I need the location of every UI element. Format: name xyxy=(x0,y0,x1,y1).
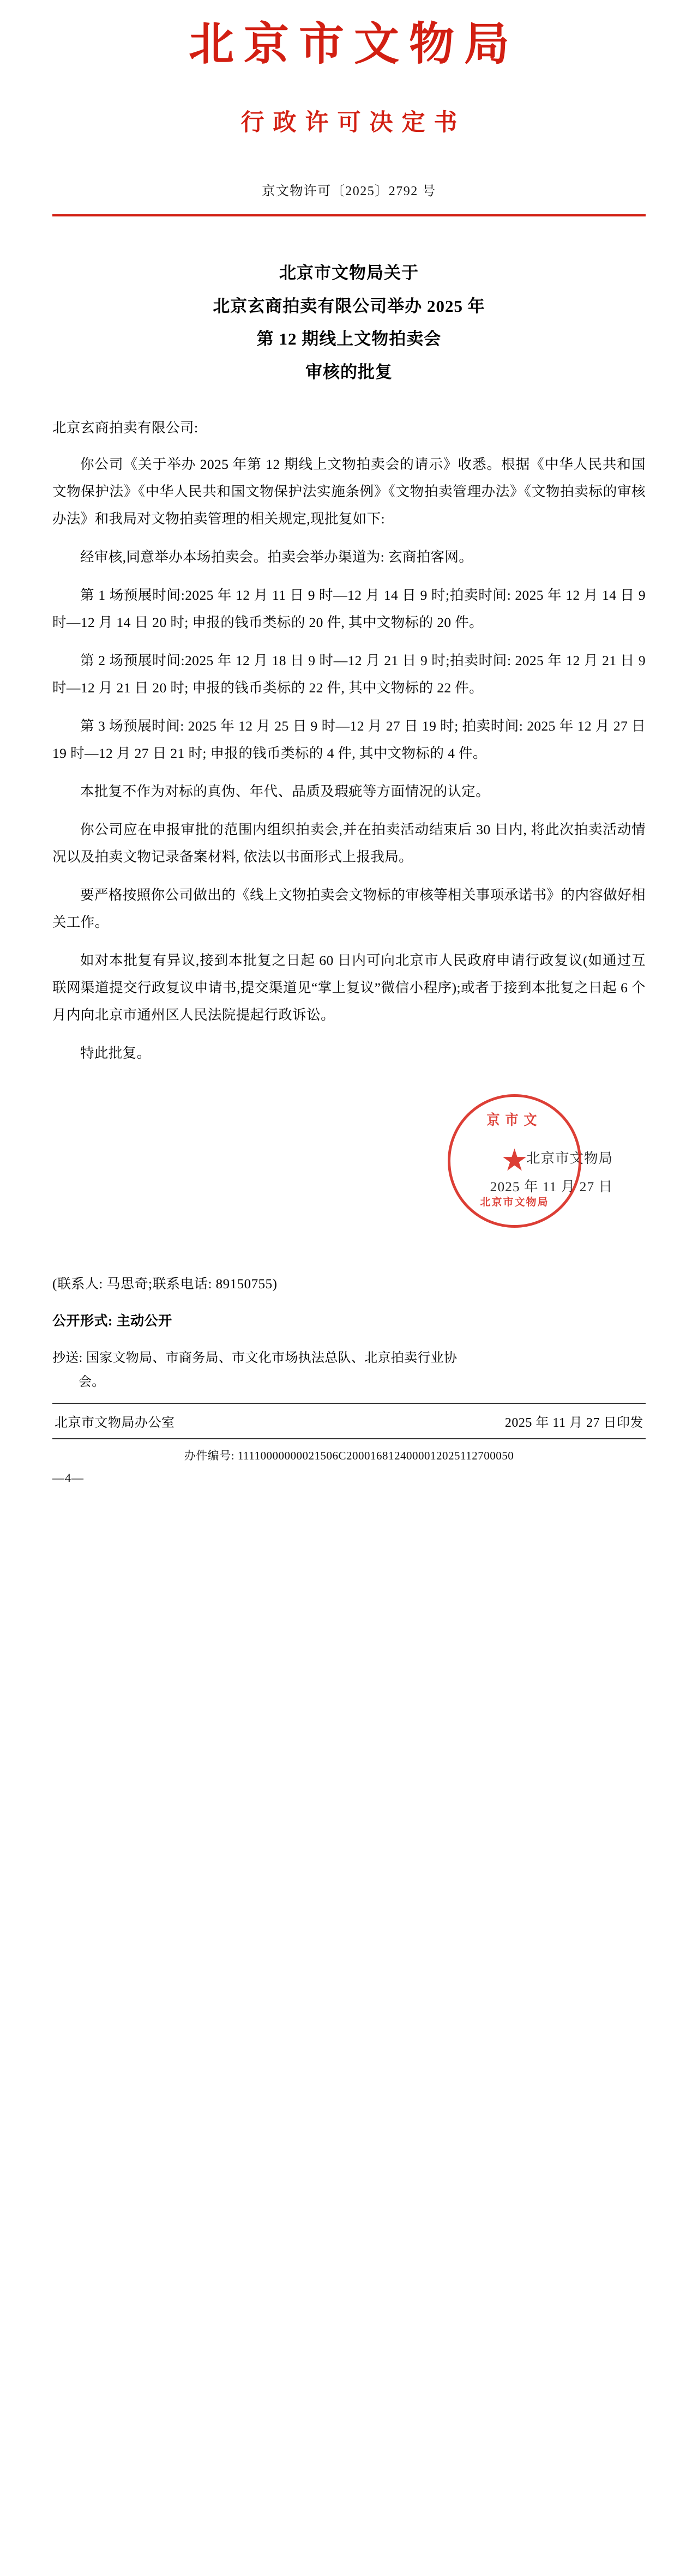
signing-organization: 北京市文物局 xyxy=(526,1150,613,1166)
title-line-1: 北京市文物局关于 xyxy=(279,263,419,283)
body-paragraph: 如对本批复有异议,接到本批复之日起 60 日内可向北京市人民政府申请行政复议(如通过互联网渠道提交行政复议申请书,提交渠道见“掌上复议”微信小程序);或者于接到本批复之日起 6 个月内向北京市通州区人民法院提起行政诉讼。 xyxy=(52,952,646,1023)
title-line-2: 北京玄商拍卖有限公司举办 2025 年 xyxy=(213,296,485,316)
masthead xyxy=(52,0,646,199)
cc-line-2: 会。 xyxy=(79,1374,105,1389)
body-paragraph: 第 1 场预展时间:2025 年 12 月 11 日 9 时—12 月 14 日 9 时;拍卖时间: 2025 年 12 月 14 日 9 时—12 月 14 日 20 时; 申报的钱币类标的 20 件, 其中文物标的 20 件。 xyxy=(52,587,646,631)
contact-info: (联系人: 马思奇;联系电话: 89150755) xyxy=(52,1276,278,1292)
title-line-3: 第 12 期线上文物拍卖会 xyxy=(256,329,442,349)
page-title xyxy=(52,257,646,389)
red-divider-rule xyxy=(52,214,646,216)
title-line-4: 审核的批复 xyxy=(305,362,393,382)
body-paragraph: 你公司《关于举办 2025 年第 12 期线上文物拍卖会的请示》收悉。根据《中华人民共和国文物保护法》《中华人民共和国文物保护法实施条例》《文物拍卖管理办法》《文物拍卖标的审核办法》和我局对文物拍卖管理的相关规定,现批复如下: xyxy=(52,456,646,527)
body-paragraph: 要严格按照你公司做出的《线上文物拍卖会文物标的审核等相关事项承诺书》的内容做好相关工作。 xyxy=(52,886,646,930)
body-paragraph: 你公司应在申报审批的范围内组织拍卖会,并在拍卖活动结束后 30 日内, 将此次拍卖活动情况以及拍卖文物记录备案材料, 依法以书面形式上报我局。 xyxy=(52,821,646,865)
body-paragraph: 第 3 场预展时间: 2025 年 12 月 25 日 9 时—12 月 27 日 19 时; 拍卖时间: 2025 年 12 月 27 日 19 时—12 月 27 日 21 时; 申报的钱币类标的 4 件, 其中文物标的 4 件。 xyxy=(52,717,646,761)
body-paragraph: 第 2 场预展时间:2025 年 12 月 18 日 9 时—12 月 21 日 9 时;拍卖时间: 2025 年 12 月 21 日 9 时—12 月 21 日 20 时; 申报的钱币类标的 22 件, 其中文物标的 22 件。 xyxy=(52,653,646,696)
page-number: —4— xyxy=(52,1471,84,1485)
organization-title: 北京市文物局 xyxy=(189,19,519,69)
seal-arc-top-text: 京市文 xyxy=(486,1112,543,1129)
seal-arc-bottom-text: 北京市文物局 xyxy=(480,1196,549,1208)
body-paragraph: 经审核,同意举办本场拍卖会。拍卖会举办渠道为: 玄商拍客网。 xyxy=(80,549,473,565)
issuer-row xyxy=(52,1404,646,1437)
serial-number: 办件编号: 11110000000021506C2000168124000012025112700050 xyxy=(184,1449,514,1463)
issuer-office: 北京市文物局办公室 xyxy=(55,1416,175,1431)
official-seal-icon xyxy=(448,1094,581,1228)
seal-and-signature-zone xyxy=(52,1089,646,1269)
footer-divider-bottom xyxy=(52,1438,646,1439)
cc-list xyxy=(52,1346,646,1395)
body-paragraph: 特此批复。 xyxy=(80,1045,151,1061)
issue-date: 2025 年 11 月 27 日印发 xyxy=(504,1416,643,1431)
cc-line-1: 抄送: 国家文物局、市商务局、市文化市场执法总队、北京拍卖行业协 xyxy=(52,1350,458,1365)
signing-date: 2025 年 11 月 27 日 xyxy=(490,1178,613,1195)
seal-star-icon: ★ xyxy=(501,1144,528,1178)
body-paragraph: 本批复不作为对标的真伪、年代、品质及瑕疵等方面情况的认定。 xyxy=(80,783,490,799)
addressee: 北京玄商拍卖有限公司: xyxy=(52,420,198,436)
disclosure-form: 公开形式: 主动公开 xyxy=(52,1313,172,1329)
document-kind-title: 行政许可决定书 xyxy=(240,110,466,136)
document-number: 京文物许可〔2025〕2792 号 xyxy=(262,184,436,199)
